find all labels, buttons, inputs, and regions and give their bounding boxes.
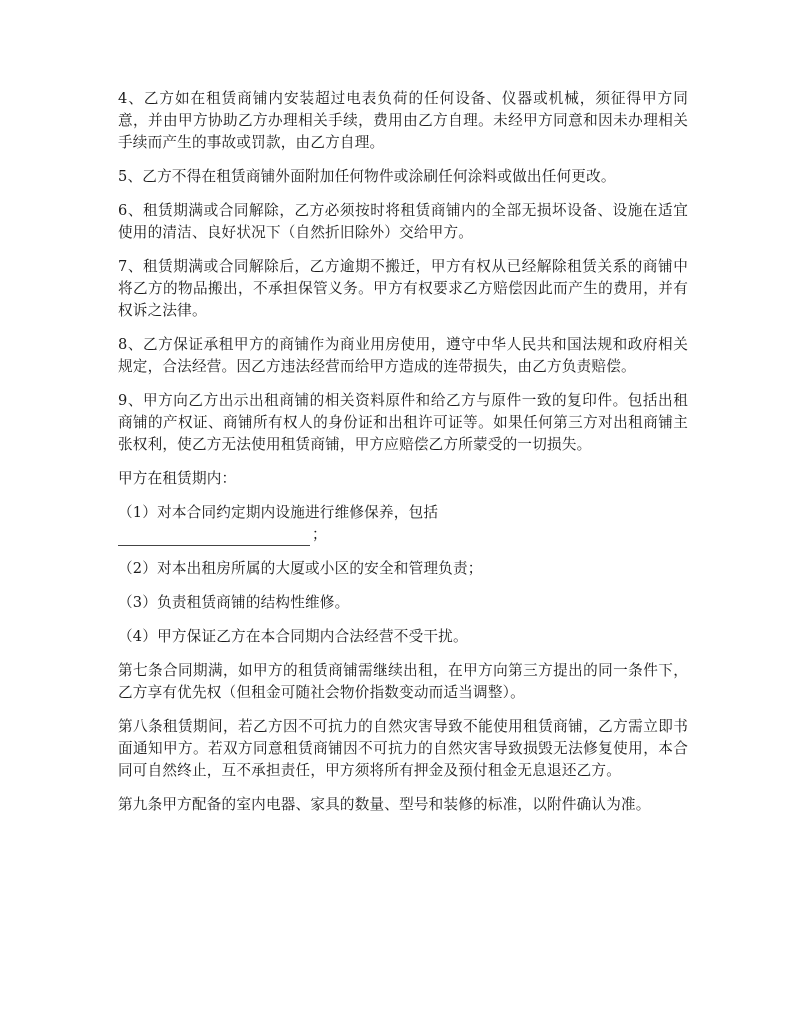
document-page <box>118 88 688 828</box>
clause-7: 7、租赁期满或合同解除后，乙方逾期不搬迁，甲方有权从已经解除租赁关系的商铺中将乙方的物品搬出，不承担保管义务。甲方有权要求乙方赔偿因此而产生的费用，并有权诉之法律。 <box>118 258 688 319</box>
clause-9: 9、甲方向乙方出示出租商铺的相关资料原件和给乙方与原件一致的复印件。包括出租商铺的产权证、商铺所有权人的身份证和出租许可证等。如果任何第三方对出租商铺主张权利，使乙方无法使用租赁商铺，甲方应赔偿乙方所蒙受的一切损失。 <box>118 392 688 453</box>
article-7: 第七条合同期满，如甲方的租赁商铺需继续出租，在甲方向第三方提出的同一条件下，乙方享有优先权（但租金可随社会物价指数变动而适当调整）。 <box>118 662 688 701</box>
clause-5: 5、乙方不得在租赁商铺外面附加任何物件或涂刷任何涂料或做出任何更改。 <box>118 168 616 185</box>
lessor-item-1-suffix: ； <box>312 526 327 543</box>
lessor-item-4: （4）甲方保证乙方在本合同期内合法经营不受干扰。 <box>118 628 468 645</box>
lessor-obligations-heading: 甲方在租赁期内： <box>118 470 237 487</box>
clause-8: 8、乙方保证承租甲方的商铺作为商业用房使用，遵守中华人民共和国法规和政府相关规定，合法经营。因乙方违法经营而给甲方造成的连带损失，由乙方负责赔偿。 <box>118 336 688 375</box>
lessor-item-1-text: （1）对本合同约定期内设施进行维修保养，包括 <box>118 504 439 521</box>
article-9: 第九条甲方配备的室内电器、家具的数量、型号和装修的标准，以附件确认为准。 <box>118 796 651 813</box>
lessor-item-3: （3）负责租赁商铺的结构性维修。 <box>118 594 350 611</box>
lessor-item-1 <box>118 502 688 546</box>
clause-6: 6、租赁期满或合同解除，乙方必须按时将租赁商铺内的全部无损坏设备、设施在适宜使用的清洁、良好状况下（自然折旧除外）交给甲方。 <box>118 202 688 241</box>
fill-in-blank <box>118 529 310 546</box>
clause-4: 4、乙方如在租赁商铺内安装超过电表负荷的任何设备、仪器或机械，须征得甲方同意，并由甲方协助乙方办理相关手续，费用由乙方自理。未经甲方同意和因未办理相关手续而产生的事故或罚款，由乙方自理。 <box>118 90 688 151</box>
lessor-item-2: （2）对本出租房所属的大厦或小区的安全和管理负责； <box>118 560 483 577</box>
article-8: 第八条租赁期间，若乙方因不可抗力的自然灾害导致不能使用租赁商铺，乙方需立即书面通知甲方。若双方同意租赁商铺因不可抗力的自然灾害导致损毁无法修复使用，本合同可自然终止，互不承担责任，甲方须将所有押金及预付租金无息退还乙方。 <box>118 718 688 779</box>
